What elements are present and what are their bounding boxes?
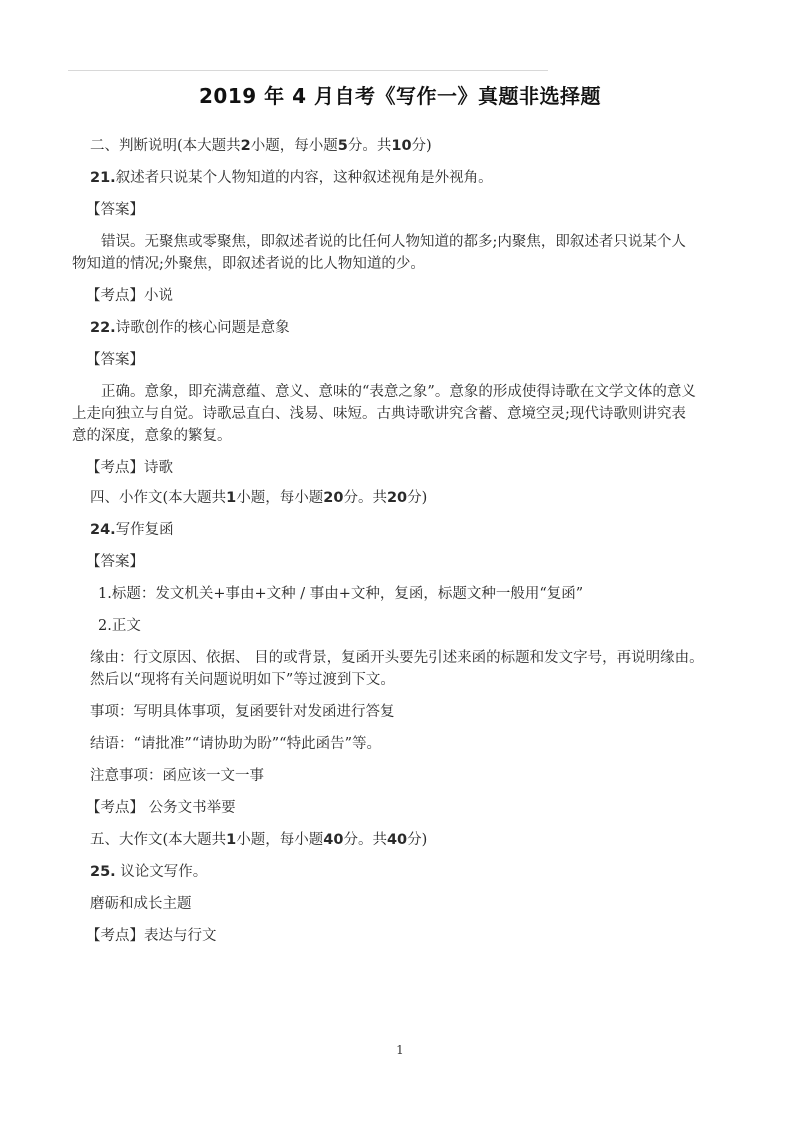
question-25-point: 【考点】表达与行文 [86, 928, 217, 944]
document-body [72, 135, 730, 947]
page-title: 2019 年 4 月自考《写作一》真题非选择题 [199, 84, 601, 108]
question-25: 25. 议论文写作。 [90, 864, 208, 880]
answer-label: 【答案】 [86, 554, 144, 570]
question-24-answer-2: 2.正文 [98, 618, 141, 634]
question-22-answer: 正确。意象，即充满意蕴、意义、意味的“表意之象”。意象的形成使得诗歌在文学文体的意义上走向独立与自觉。诗歌忌直白、浅易、味短。古典诗歌讲究含蓄、意境空灵;现代诗歌则讲究表意的深度，意象的繁复。 [72, 384, 696, 444]
section-2-header: 二、判断说明(本大题共2小题，每小题5分。共10分) [90, 138, 432, 154]
question-24-point: 【考点】 公务文书举要 [86, 800, 236, 816]
question-24-answer-1: 1.标题：发文机关+事由+文种 / 事由+文种，复函，标题文种一般用“复函” [98, 586, 584, 602]
section-4-header: 四、小作文(本大题共1小题，每小题20分。共20分) [90, 490, 428, 506]
question-21: 21.叙述者只说某个人物知道的内容，这种叙述视角是外视角。 [90, 170, 493, 186]
question-24-answer-4: 事项：写明具体事项，复函要针对发函进行答复 [90, 704, 395, 720]
section-5-header: 五、大作文(本大题共1小题，每小题40分。共40分) [90, 832, 428, 848]
question-24-answer-5: 结语：“请批准”“请协助为盼”“特此函告”等。 [90, 736, 381, 752]
answer-label: 【答案】 [86, 352, 144, 368]
question-25-theme: 磨砺和成长主题 [90, 896, 192, 912]
question-24-answer-6: 注意事项：函应该一文一事 [90, 768, 264, 784]
question-21-answer: 错误。无聚焦或零聚焦，即叙述者说的比任何人物知道的都多;内聚焦，即叙述者只说某个人物知道的情况;外聚焦，即叙述者说的比人物知道的少。 [72, 234, 686, 272]
question-22: 22.诗歌创作的核心问题是意象 [90, 320, 290, 336]
top-rule [68, 70, 548, 71]
question-22-point: 【考点】诗歌 [86, 460, 173, 476]
page-number: 1 [396, 1043, 404, 1057]
question-21-point: 【考点】小说 [86, 288, 173, 304]
answer-label: 【答案】 [86, 202, 144, 218]
question-24: 24.写作复函 [90, 522, 174, 538]
question-24-answer-3: 缘由：行文原因、依据、 目的或背景，复函开头要先引述来函的标题和发文字号，再说明缘由。 然后以“现将有关问题说明如下”等过渡到下文。 [90, 650, 704, 688]
